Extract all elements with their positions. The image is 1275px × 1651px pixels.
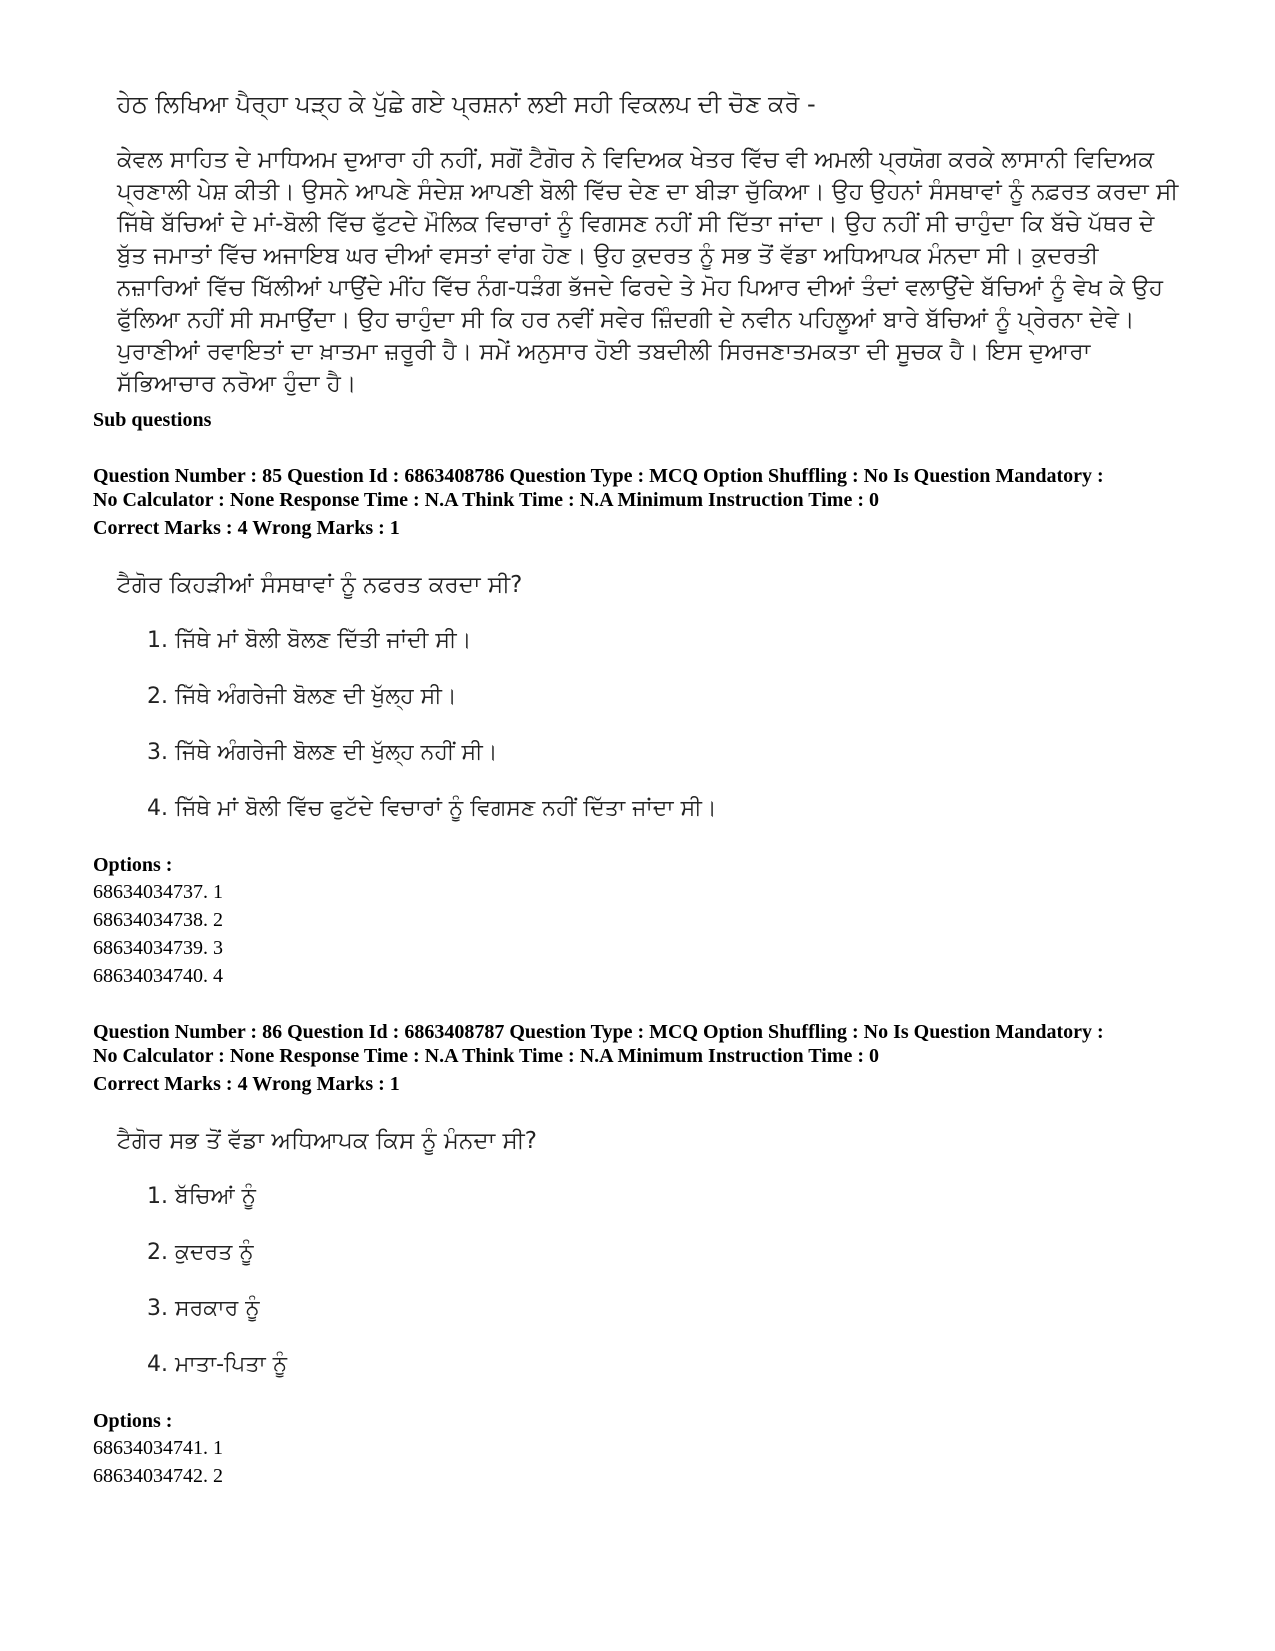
option-item: 68634034741. 1 [93,1437,223,1459]
question-text: ਟੈਗੋਰ ਸਭ ਤੋਂ ਵੱਡਾ ਅਧਿਆਪਕ ਕਿਸ ਨੂੰ ਮੰਨਦਾ ਸੀ? [117,1128,537,1154]
options-list [93,1434,223,1490]
option-item: 68634034737. 1 [93,881,223,903]
option-item: 68634034738. 2 [93,909,223,931]
passage-paragraph [117,144,1177,400]
answer-choice: 3. ਸਰਕਾਰ ਨੂੰ [147,1296,260,1321]
question-marks: Correct Marks : 4 Wrong Marks : 1 [93,1073,400,1095]
passage-line: ਫੁੱਲਿਆ ਨਹੀਂ ਸੀ ਸਮਾਉਂਦਾ। ਉਹ ਚਾਹੁੰਦਾ ਸੀ ਕਿ ਹਰ ਨਵੀਂ ਸਵੇਰ ਜ਼ਿੰਦਗੀ ਦੇ ਨਵੀਨ ਪਹਿਲੂਆਂ ਬਾਰੇ ਬੱਚਿਆਂ ਨੂੰ ਪ੍ਰੇਰਨਾ ਦੇਵੇ। [117,307,1135,333]
options-label: Options : [93,1410,173,1432]
question-meta-line: No Calculator : None Response Time : N.A Think Time : N.A Minimum Instruction Time : 0 [93,1045,879,1067]
question-text: ਟੈਗੋਰ ਕਿਹੜੀਆਂ ਸੰਸਥਾਵਾਂ ਨੂੰ ਨਫਰਤ ਕਰਦਾ ਸੀ? [117,572,523,598]
answer-choice: 2. ਕੁਦਰਤ ਨੂੰ [147,1240,254,1265]
question-marks: Correct Marks : 4 Wrong Marks : 1 [93,517,400,539]
passage-line: ਪ੍ਰਣਾਲੀ ਪੇਸ਼ ਕੀਤੀ। ਉਸਨੇ ਆਪਣੇ ਸੰਦੇਸ਼ ਆਪਣੀ ਬੋਲੀ ਵਿੱਚ ਦੇਣ ਦਾ ਬੀੜਾ ਚੁੱਕਿਆ। ਉਹ ਉਹਨਾਂ ਸੰਸਥਾਵਾਂ ਨੂੰ ਨਫ਼ਰਤ ਕਰਦਾ ਸੀ [117,179,1179,205]
question-meta [93,464,1104,512]
passage-line: ਸੱਭਿਆਚਾਰ ਨਰੋਆ ਹੁੰਦਾ ਹੈ। [117,371,357,397]
option-item: 68634034740. 4 [93,965,223,987]
passage-line: ਜਿੱਥੇ ਬੱਚਿਆਂ ਦੇ ਮਾਂ-ਬੋਲੀ ਵਿੱਚ ਫੁੱਟਦੇ ਮੌਲਿਕ ਵਿਚਾਰਾਂ ਨੂੰ ਵਿਗਸਣ ਨਹੀਂ ਸੀ ਦਿੱਤਾ ਜਾਂਦਾ। ਉਹ ਨਹੀਂ ਸੀ ਚਾਹੁੰਦਾ ਕਿ ਬੱਚੇ ਪੱਥਰ ਦੇ [117,211,1155,237]
answer-choice: 4. ਜਿੱਥੇ ਮਾਂ ਬੋਲੀ ਵਿੱਚ ਫੁਟੱਦੇ ਵਿਚਾਰਾਂ ਨੂੰ ਵਿਗਸਣ ਨਹੀਂ ਦਿੱਤਾ ਜਾਂਦਾ ਸੀ। [147,796,717,821]
question-meta-line: Question Number : 86 Question Id : 6863408787 Question Type : MCQ Option Shuffling : No Is Question Mandatory : [93,1021,1104,1043]
passage-line: ਨਜ਼ਾਰਿਆਂ ਵਿੱਚ ਖਿੱਲੀਆਂ ਪਾਉਂਦੇ ਮੀਂਹ ਵਿੱਚ ਨੰਗ-ਧੜੰਗ ਭੱਜਦੇ ਫਿਰਦੇ ਤੇ ਮੋਹ ਪਿਆਰ ਦੀਆਂ ਤੰਦਾਂ ਵਲਾਉਂਦੇ ਬੱਚਿਆਂ ਨੂੰ ਵੇਖ ਕੇ ਉਹ [117,275,1163,301]
option-item: 68634034739. 3 [93,937,223,959]
options-list [93,878,223,990]
question-meta [93,1020,1104,1068]
question-meta-line: Question Number : 85 Question Id : 6863408786 Question Type : MCQ Option Shuffling : No Is Question Mandatory : [93,465,1104,487]
passage-line: ਪੁਰਾਣੀਆਂ ਰਵਾਇਤਾਂ ਦਾ ਖ਼ਾਤਮਾ ਜ਼ਰੂਰੀ ਹੈ। ਸਮੇਂ ਅਨੁਸਾਰ ਹੋਈ ਤਬਦੀਲੀ ਸਿਰਜਣਾਤਮਕਤਾ ਦੀ ਸੂਚਕ ਹੈ। ਇਸ ਦੁਆਰਾ [117,339,1091,365]
option-item: 68634034742. 2 [93,1465,223,1487]
passage-instruction: ਹੇਠ ਲਿਖਿਆ ਪੈਰ੍ਹਾ ਪੜ੍ਹ ਕੇ ਪੁੱਛੇ ਗਏ ਪ੍ਰਸ਼ਨਾਂ ਲਈ ਸਹੀ ਵਿਕਲਪ ਦੀ ਚੋਣ ਕਰੋ - [117,90,816,118]
answer-choice: 1. ਜਿੱਥੇ ਮਾਂ ਬੋਲੀ ਬੋਲਣ ਦਿੱਤੀ ਜਾਂਦੀ ਸੀ। [147,628,472,653]
answer-choice: 1. ਬੱਚਿਆਂ ਨੂੰ [147,1184,256,1209]
answer-choice: 3. ਜਿੱਥੇ ਅੰਗਰੇਜੀ ਬੋਲਣ ਦੀ ਖੁੱਲ੍ਹ ਨਹੀਂ ਸੀ। [147,740,498,765]
sub-questions-heading: Sub questions [93,409,212,431]
answer-choice: 2. ਜਿੱਥੇ ਅੰਗਰੇਜੀ ਬੋਲਣ ਦੀ ਖੁੱਲ੍ਹ ਸੀ। [147,684,457,709]
options-label: Options : [93,854,173,876]
passage-line: ਕੇਵਲ ਸਾਹਿਤ ਦੇ ਮਾਧਿਅਮ ਦੁਆਰਾ ਹੀ ਨਹੀਂ, ਸਗੋਂ ਟੈਗੋਰ ਨੇ ਵਿਦਿਅਕ ਖੇਤਰ ਵਿੱਚ ਵੀ ਅਮਲੀ ਪ੍ਰਯੋਗ ਕਰਕੇ ਲਾਸਾਨੀ ਵਿਦਿਅਕ [117,147,1155,173]
question-meta-line: No Calculator : None Response Time : N.A Think Time : N.A Minimum Instruction Time : 0 [93,489,879,511]
passage-line: ਬੁੱਤ ਜਮਾਤਾਂ ਵਿੱਚ ਅਜਾਇਬ ਘਰ ਦੀਆਂ ਵਸਤਾਂ ਵਾਂਗ ਹੋਣ। ਉਹ ਕੁਦਰਤ ਨੂੰ ਸਭ ਤੋਂ ਵੱਡਾ ਅਧਿਆਪਕ ਮੰਨਦਾ ਸੀ। ਕੁਦਰਤੀ [117,243,1099,269]
answer-choice: 4. ਮਾਤਾ-ਪਿਤਾ ਨੂੰ [147,1352,288,1377]
